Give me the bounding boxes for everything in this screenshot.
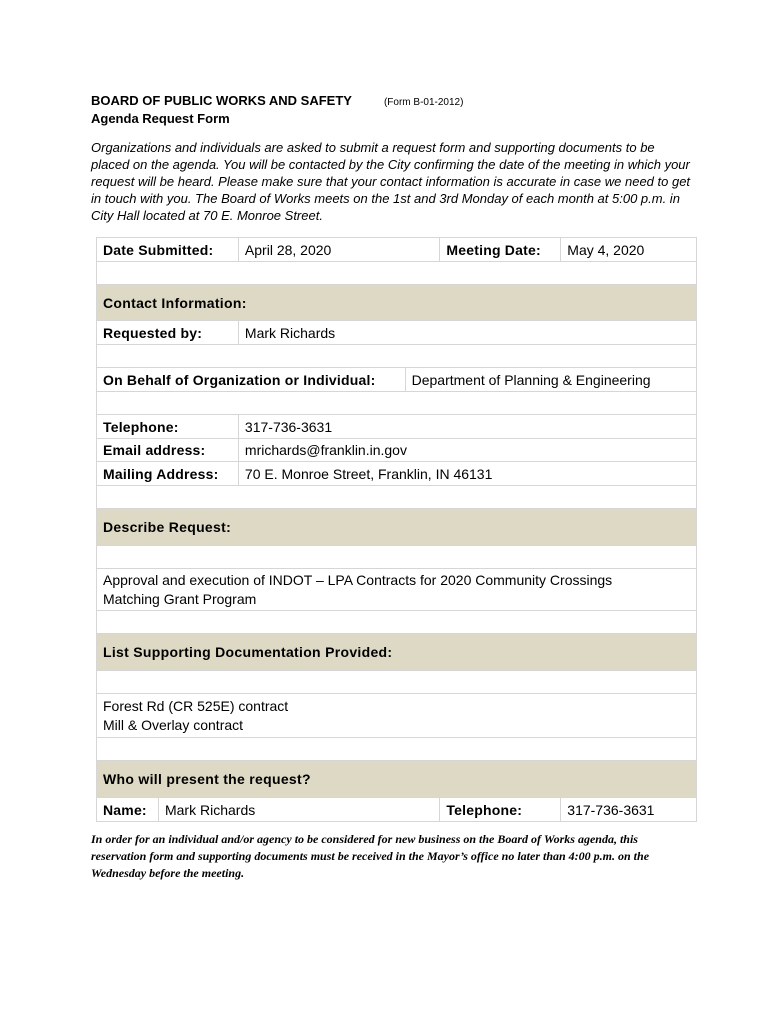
form-code: (Form B-01-2012) <box>383 97 464 108</box>
contact-section-heading: Contact Information: <box>97 285 697 321</box>
date-row <box>97 238 697 262</box>
footer-notice: In order for an individual and/or agency to be considered for new business on the Board of Works agenda, this reservation form and supporting documents must be received in the Mayor’s office no later than 4:00 p.m. on the Wednesday before the meeting. <box>91 832 650 880</box>
behalf-label: On Behalf of Organization or Individual: <box>97 368 406 392</box>
intro-paragraph: Organizations and individuals are asked to submit a request form and supporting documents to be placed on the agenda. You will be contacted by the City confirming the date of the meeting in which your request will be heard. Please make sure that your contact information is accurate in case we need to get in touch with you. The Board of Works meets on the 1st and 3rd Monday of each month at 5:00 p.m. in City Hall located at 70 E. Monroe Street. <box>91 140 691 223</box>
presenter-section-row <box>97 761 697 798</box>
form-subtitle: Agenda Request Form <box>91 111 230 126</box>
presenter-phone-field[interactable]: 317-736-3631 <box>561 798 697 822</box>
mailing-row <box>97 462 697 486</box>
docs-list-row <box>97 694 697 738</box>
docs-section-heading: List Supporting Documentation Provided: <box>97 634 697 671</box>
request-description-field[interactable] <box>97 569 697 611</box>
request-line-1: Approval and execution of INDOT – LPA Contracts for 2020 Community Crossings <box>103 571 613 588</box>
telephone-field[interactable]: 317-736-3631 <box>238 415 696 439</box>
meeting-date-field[interactable]: May 4, 2020 <box>561 238 697 262</box>
spacer-cell <box>97 546 697 569</box>
spacer-cell <box>97 262 697 285</box>
contact-section-row <box>97 285 697 321</box>
mailing-field[interactable]: 70 E. Monroe Street, Franklin, IN 46131 <box>238 462 696 486</box>
describe-section-heading: Describe Request: <box>97 509 697 546</box>
spacer-cell <box>97 392 697 415</box>
request-line-2: Matching Grant Program <box>103 590 257 607</box>
presenter-name-label: Name: <box>97 798 159 822</box>
date-submitted-label: Date Submitted: <box>97 238 239 262</box>
spacer-row <box>97 611 697 634</box>
spacer-cell <box>97 671 697 694</box>
spacer-cell <box>97 486 697 509</box>
form-title: BOARD OF PUBLIC WORKS AND SAFETY <box>91 93 352 108</box>
presenter-name-field[interactable]: Mark Richards <box>158 798 439 822</box>
spacer-row <box>97 262 697 285</box>
spacer-row <box>97 345 697 368</box>
spacer-row <box>97 738 697 761</box>
spacer-cell <box>97 738 697 761</box>
spacer-cell <box>97 345 697 368</box>
docs-list-field[interactable] <box>97 694 697 738</box>
requested-by-field[interactable]: Mark Richards <box>238 321 696 345</box>
title-row <box>91 93 691 108</box>
mailing-label: Mailing Address: <box>97 462 239 486</box>
spacer-cell <box>97 611 697 634</box>
presenter-phone-label: Telephone: <box>440 798 561 822</box>
spacer-row <box>97 486 697 509</box>
email-field[interactable]: mrichards@franklin.in.gov <box>238 439 696 462</box>
request-form-table <box>96 237 697 822</box>
doc-item: Forest Rd (CR 525E) contract <box>103 697 289 714</box>
presenter-row <box>97 798 697 822</box>
spacer-row <box>97 671 697 694</box>
requested-by-row <box>97 321 697 345</box>
behalf-field[interactable]: Department of Planning & Engineering <box>405 368 696 392</box>
telephone-label: Telephone: <box>97 415 239 439</box>
date-submitted-field[interactable]: April 28, 2020 <box>238 238 440 262</box>
doc-item: Mill & Overlay contract <box>103 716 244 733</box>
spacer-row <box>97 392 697 415</box>
email-row <box>97 439 697 462</box>
telephone-row <box>97 415 697 439</box>
spacer-row <box>97 546 697 569</box>
request-description-row <box>97 569 697 611</box>
form-header <box>91 93 691 126</box>
email-label: Email address: <box>97 439 239 462</box>
requested-by-label: Requested by: <box>97 321 239 345</box>
behalf-row <box>97 368 697 392</box>
presenter-section-heading: Who will present the request? <box>97 761 697 798</box>
docs-section-row <box>97 634 697 671</box>
meeting-date-label: Meeting Date: <box>440 238 561 262</box>
describe-section-row <box>97 509 697 546</box>
